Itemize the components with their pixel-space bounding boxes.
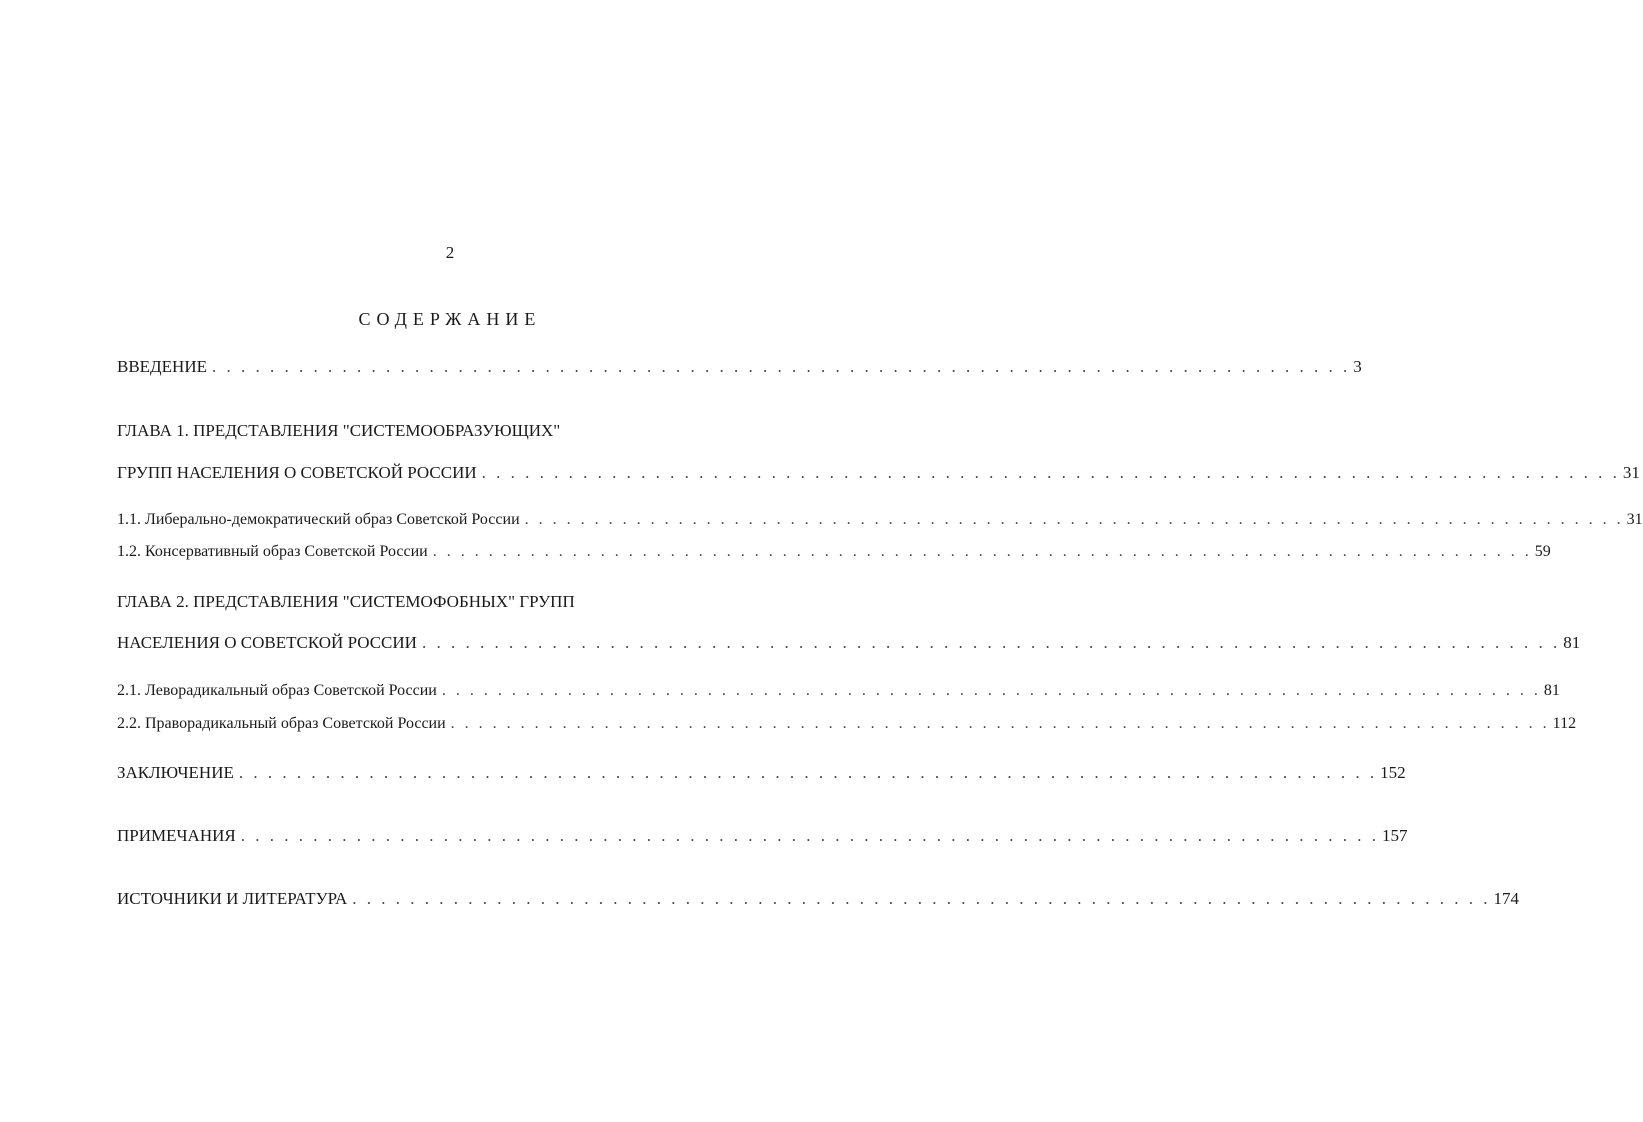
toc-entry-page: 31 bbox=[1622, 463, 1640, 482]
toc-entry-sources[interactable] bbox=[117, 889, 1519, 913]
toc-entry-label: 1.1. Либерально-демократический образ Советской России bbox=[117, 511, 520, 528]
toc-leader-dots: . . . . . . . . . . . . . . . . . . . . . . . . . . . . . . . . . . . . . . . . . . . . . . . . . . . . . . . . . . . . . . . . . . . . . . . . . . . . . . . bbox=[352, 889, 1491, 908]
toc-entry-label: ЗАКЛЮЧЕНИЕ bbox=[117, 763, 234, 782]
toc-entry-page: 157 bbox=[1381, 826, 1408, 845]
toc-leader-dots: . . . . . . . . . . . . . . . . . . . . . . . . . . . . . . . . . . . . . . . . . . . . . . . . . . . . . . . . . . . . . . . . . . . . . . . . . . . . . . . bbox=[240, 826, 1379, 845]
toc-leader-dots: . . . . . . . . . . . . . . . . . . . . . . . . . . . . . . . . . . . . . . . . . . . . . . . . . . . . . . . . . . . . . . . . . . . . . . . . . . . . . . . bbox=[432, 543, 1532, 560]
toc-entry-notes[interactable] bbox=[117, 826, 1408, 850]
toc-entry-chapter-1[interactable] bbox=[117, 463, 1640, 487]
toc-leader-dots: . . . . . . . . . . . . . . . . . . . . . . . . . . . . . . . . . . . . . . . . . . . . . . . . . . . . . . . . . . . . . . . . . . . . . . . . . . . . . . . bbox=[238, 763, 1378, 782]
toc-leader-dots: . . . . . . . . . . . . . . . . . . . . . . . . . . . . . . . . . . . . . . . . . . . . . . . . . . . . . . . . . . . . . . . . . . . . . . . . . . . . . . . bbox=[524, 511, 1624, 528]
toc-entry-label: 1.2. Консервативный образ Советской России bbox=[117, 543, 428, 560]
toc-entry-label: ПРИМЕЧАНИЯ bbox=[117, 826, 236, 845]
toc-entry-label: ИСТОЧНИКИ И ЛИТЕРАТУРА bbox=[117, 889, 348, 908]
toc-entry-section-2-1[interactable] bbox=[117, 682, 1560, 706]
toc-entry-page: 81 bbox=[1543, 682, 1560, 699]
toc-entry-section-1-1[interactable] bbox=[117, 511, 1643, 535]
toc-title: СОДЕРЖАНИЕ bbox=[358, 309, 542, 329]
toc-entry-page: 112 bbox=[1552, 715, 1577, 732]
toc-leader-dots: . . . . . . . . . . . . . . . . . . . . . . . . . . . . . . . . . . . . . . . . . . . . . . . . . . . . . . . . . . . . . . . . . . . . . . . . . . . . . . . bbox=[211, 357, 1351, 376]
toc-entry-page: 152 bbox=[1380, 763, 1406, 782]
toc-entry-page: 31 bbox=[1626, 511, 1643, 528]
toc-leader-dots: . . . . . . . . . . . . . . . . . . . . . . . . . . . . . . . . . . . . . . . . . . . . . . . . . . . . . . . . . . . . . . . . . . . . . . . . . . . . . . . bbox=[450, 715, 1550, 732]
toc-entry-label: НАСЕЛЕНИЯ О СОВЕТСКОЙ РОССИИ bbox=[117, 633, 417, 652]
toc-chapter-2-title-line1[interactable]: ГЛАВА 2. ПРЕДСТАВЛЕНИЯ "СИСТЕМОФОБНЫХ" ГРУПП bbox=[117, 592, 575, 611]
toc-entry-label: ГРУПП НАСЕЛЕНИЯ О СОВЕТСКОЙ РОССИИ bbox=[117, 463, 477, 482]
toc-entry-page: 174 bbox=[1493, 889, 1519, 908]
toc-entry-section-1-2[interactable] bbox=[117, 543, 1551, 567]
page-number: 2 bbox=[445, 243, 455, 262]
toc-entry-page: 59 bbox=[1534, 543, 1551, 560]
toc-entry-page: 3 bbox=[1353, 357, 1362, 376]
toc-entry-page: 81 bbox=[1563, 633, 1581, 652]
toc-chapter-1-title-line1[interactable]: ГЛАВА 1. ПРЕДСТАВЛЕНИЯ "СИСТЕМООБРАЗУЮЩИХ" bbox=[117, 421, 561, 440]
toc-entry-chapter-2[interactable] bbox=[117, 633, 1581, 657]
toc-entry-label: 2.2. Праворадикальный образ Советской России bbox=[117, 715, 446, 732]
toc-entry-label: ВВЕДЕНИЕ bbox=[117, 357, 207, 376]
toc-leader-dots: . . . . . . . . . . . . . . . . . . . . . . . . . . . . . . . . . . . . . . . . . . . . . . . . . . . . . . . . . . . . . . . . . . . . . . . . . . . . . . . bbox=[421, 633, 1561, 652]
toc-entry-label: 2.1. Леворадикальный образ Советской России bbox=[117, 682, 437, 699]
toc-entry-introduction[interactable] bbox=[117, 357, 1362, 381]
toc-entry-conclusion[interactable] bbox=[117, 763, 1406, 787]
toc-leader-dots: . . . . . . . . . . . . . . . . . . . . . . . . . . . . . . . . . . . . . . . . . . . . . . . . . . . . . . . . . . . . . . . . . . . . . . . . . . . . . . . bbox=[481, 463, 1620, 482]
toc-leader-dots: . . . . . . . . . . . . . . . . . . . . . . . . . . . . . . . . . . . . . . . . . . . . . . . . . . . . . . . . . . . . . . . . . . . . . . . . . . . . . . . bbox=[441, 682, 1541, 699]
toc-entry-section-2-2[interactable] bbox=[117, 715, 1577, 739]
